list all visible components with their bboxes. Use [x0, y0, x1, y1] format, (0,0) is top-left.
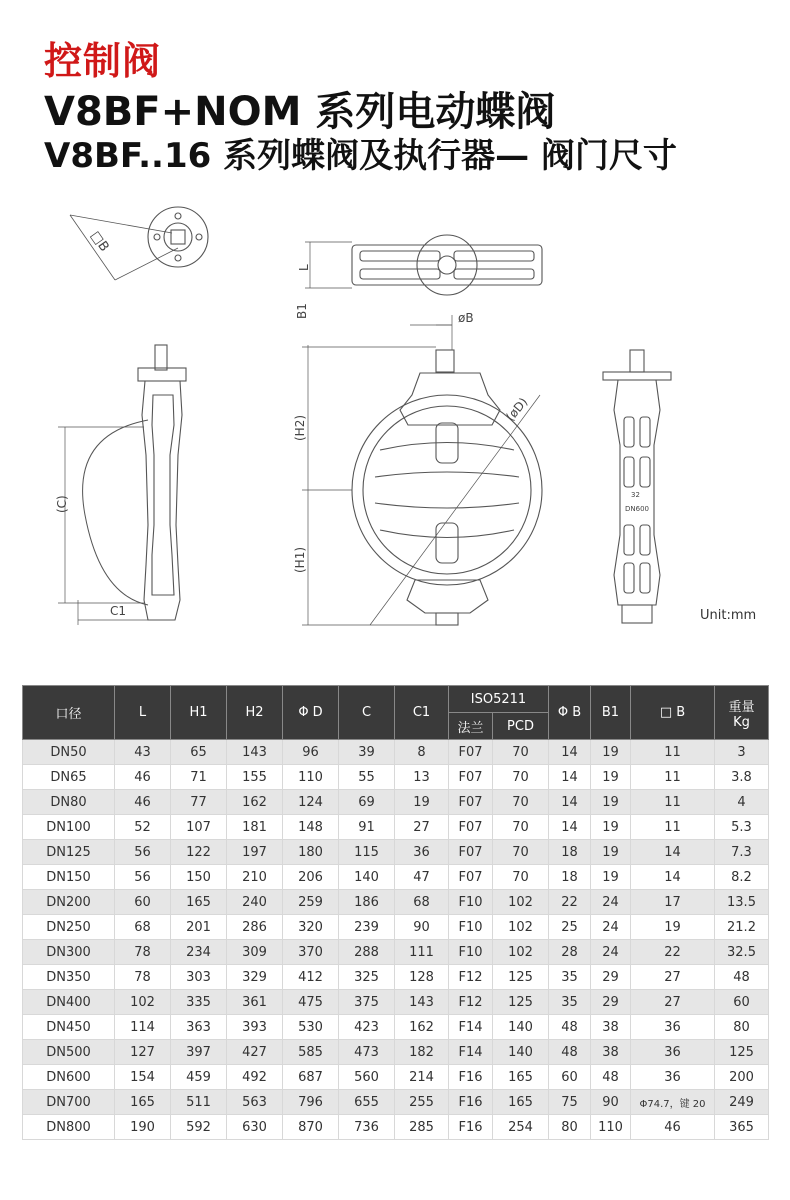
table-cell: F10 — [449, 915, 493, 940]
table-cell: 24 — [591, 940, 631, 965]
table-cell: F14 — [449, 1040, 493, 1065]
table-cell: F07 — [449, 790, 493, 815]
table-cell: 165 — [493, 1090, 549, 1115]
table-cell: 28 — [549, 940, 591, 965]
b1-label: B1 — [295, 303, 309, 319]
table-cell: 140 — [339, 865, 395, 890]
table-cell: 70 — [493, 740, 549, 765]
table-cell: 393 — [227, 1015, 283, 1040]
table-row — [23, 915, 769, 940]
table-cell: 70 — [493, 865, 549, 890]
table-row — [23, 840, 769, 865]
table-cell: 13 — [395, 765, 449, 790]
table-cell: 19 — [591, 765, 631, 790]
table-cell: 370 — [283, 940, 339, 965]
header-c: C — [339, 686, 395, 740]
table-cell: 18 — [549, 840, 591, 865]
c1-label: C1 — [110, 604, 127, 618]
table-cell: 165 — [171, 890, 227, 915]
table-cell: 27 — [395, 815, 449, 840]
table-cell: F07 — [449, 865, 493, 890]
table-cell: 309 — [227, 940, 283, 965]
table-row — [23, 940, 769, 965]
table-row — [23, 965, 769, 990]
table-cell: 71 — [171, 765, 227, 790]
table-cell: 11 — [631, 740, 715, 765]
table-cell: F12 — [449, 990, 493, 1015]
table-cell: 165 — [493, 1065, 549, 1090]
table-cell: 48 — [715, 965, 769, 990]
header-pcd: PCD — [493, 713, 549, 740]
valve-dimension-drawing — [40, 195, 770, 645]
table-cell: 14 — [549, 815, 591, 840]
table-cell: 254 — [493, 1115, 549, 1140]
table-cell: F07 — [449, 840, 493, 865]
table-cell: 329 — [227, 965, 283, 990]
table-cell: 459 — [171, 1065, 227, 1090]
table-cell: 427 — [227, 1040, 283, 1065]
page-title: V8BF+NOM 系列电动蝶阀 — [44, 89, 556, 135]
pcd-mark: 32 — [631, 491, 640, 499]
table-cell: 46 — [631, 1115, 715, 1140]
table-cell: 80 — [715, 1015, 769, 1040]
table-cell: F07 — [449, 740, 493, 765]
dn-mark: DN600 — [625, 505, 649, 513]
table-cell: F16 — [449, 1115, 493, 1140]
table-cell: 201 — [171, 915, 227, 940]
table-cell: 60 — [715, 990, 769, 1015]
header-c1: C1 — [395, 686, 449, 740]
table-cell: 27 — [631, 990, 715, 1015]
table-cell: 46 — [115, 765, 171, 790]
header-caliber: 口径 — [23, 686, 115, 740]
header-weight-unit: Kg — [733, 714, 750, 730]
table-cell: 259 — [283, 890, 339, 915]
table-cell: F12 — [449, 965, 493, 990]
table-cell: 19 — [591, 740, 631, 765]
table-cell: 78 — [115, 965, 171, 990]
table-cell: 124 — [283, 790, 339, 815]
table-cell: 492 — [227, 1065, 283, 1090]
table-cell: 125 — [493, 965, 549, 990]
table-cell: 206 — [283, 865, 339, 890]
table-cell: 60 — [115, 890, 171, 915]
header-b1: B1 — [591, 686, 631, 740]
h2-label: (H2) — [293, 414, 307, 441]
table-cell: 125 — [493, 990, 549, 1015]
table-cell: DN450 — [23, 1015, 115, 1040]
c-label: (C) — [55, 495, 69, 513]
table-cell: 190 — [115, 1115, 171, 1140]
table-cell: 19 — [591, 865, 631, 890]
table-cell: 155 — [227, 765, 283, 790]
table-cell: 24 — [591, 915, 631, 940]
table-cell: 239 — [339, 915, 395, 940]
table-cell: 165 — [115, 1090, 171, 1115]
table-cell: 365 — [715, 1115, 769, 1140]
table-cell: 24 — [591, 890, 631, 915]
table-cell: 102 — [493, 890, 549, 915]
table-cell: 285 — [395, 1115, 449, 1140]
table-cell: 56 — [115, 865, 171, 890]
table-cell: 475 — [283, 990, 339, 1015]
table-cell: 630 — [227, 1115, 283, 1140]
table-row — [23, 815, 769, 840]
table-cell: 55 — [339, 765, 395, 790]
table-cell: 7.3 — [715, 840, 769, 865]
table-cell: 143 — [395, 990, 449, 1015]
table-cell: 38 — [591, 1040, 631, 1065]
table-cell: DN200 — [23, 890, 115, 915]
table-cell: 70 — [493, 815, 549, 840]
table-cell: 27 — [631, 965, 715, 990]
table-cell: 13.5 — [715, 890, 769, 915]
side-view-right — [603, 350, 671, 623]
h1-label: (H1) — [293, 546, 307, 573]
table-cell: 78 — [115, 940, 171, 965]
table-cell: DN250 — [23, 915, 115, 940]
table-cell: 335 — [171, 990, 227, 1015]
table-cell: 25 — [549, 915, 591, 940]
table-cell: 200 — [715, 1065, 769, 1090]
table-cell: 70 — [493, 765, 549, 790]
table-cell: DN80 — [23, 790, 115, 815]
table-cell: DN125 — [23, 840, 115, 865]
table-cell: 46 — [115, 790, 171, 815]
table-cell: 68 — [115, 915, 171, 940]
table-cell: 162 — [395, 1015, 449, 1040]
table-cell: 8.2 — [715, 865, 769, 890]
table-cell: 19 — [631, 915, 715, 940]
table-cell: Φ74.7，键 20 — [631, 1090, 715, 1115]
table-cell: 14 — [549, 790, 591, 815]
table-row — [23, 765, 769, 790]
table-cell: 140 — [493, 1015, 549, 1040]
table-cell: DN65 — [23, 765, 115, 790]
table-cell: 115 — [339, 840, 395, 865]
header-h2: H2 — [227, 686, 283, 740]
table-cell: 110 — [591, 1115, 631, 1140]
table-cell: 52 — [115, 815, 171, 840]
table-cell: 36 — [631, 1065, 715, 1090]
table-cell: 19 — [395, 790, 449, 815]
table-cell: 70 — [493, 790, 549, 815]
table-row — [23, 1015, 769, 1040]
table-cell: 19 — [591, 815, 631, 840]
table-cell: DN500 — [23, 1040, 115, 1065]
table-cell: 17 — [631, 890, 715, 915]
table-cell: 397 — [171, 1040, 227, 1065]
table-cell: 102 — [493, 915, 549, 940]
table-cell: 143 — [227, 740, 283, 765]
table-cell: 18 — [549, 865, 591, 890]
table-cell: 43 — [115, 740, 171, 765]
table-cell: 511 — [171, 1090, 227, 1115]
table-row — [23, 740, 769, 765]
table-cell: 65 — [171, 740, 227, 765]
table-cell: 148 — [283, 815, 339, 840]
table-cell: 125 — [715, 1040, 769, 1065]
valve-front-view — [302, 315, 542, 625]
table-cell: 70 — [493, 840, 549, 865]
table-cell: 870 — [283, 1115, 339, 1140]
unit-label: Unit:mm — [700, 608, 757, 623]
table-cell: 375 — [339, 990, 395, 1015]
table-cell: 127 — [115, 1040, 171, 1065]
table-cell: 14 — [549, 740, 591, 765]
table-cell: 150 — [171, 865, 227, 890]
table-cell: 214 — [395, 1065, 449, 1090]
table-cell: 80 — [549, 1115, 591, 1140]
table-row — [23, 1115, 769, 1140]
table-cell: 140 — [493, 1040, 549, 1065]
table-cell: 122 — [171, 840, 227, 865]
table-cell: 35 — [549, 965, 591, 990]
table-cell: DN700 — [23, 1090, 115, 1115]
table-row — [23, 1065, 769, 1090]
table-cell: DN300 — [23, 940, 115, 965]
table-cell: 473 — [339, 1040, 395, 1065]
table-cell: 796 — [283, 1090, 339, 1115]
table-cell: 412 — [283, 965, 339, 990]
table-cell: 197 — [227, 840, 283, 865]
table-cell: 4 — [715, 790, 769, 815]
table-cell: 56 — [115, 840, 171, 865]
phi-d-label: (øD) — [503, 394, 531, 424]
table-row — [23, 790, 769, 815]
table-cell: DN600 — [23, 1065, 115, 1090]
header-flange: 法兰 — [449, 713, 493, 740]
table-cell: 240 — [227, 890, 283, 915]
l-label: L — [297, 264, 311, 271]
side-view-left — [58, 345, 186, 625]
header-h1: H1 — [171, 686, 227, 740]
header-iso5211: ISO5211 — [449, 686, 549, 713]
table-cell: 320 — [283, 915, 339, 940]
table-cell: 655 — [339, 1090, 395, 1115]
header-l: L — [115, 686, 171, 740]
table-cell: 29 — [591, 990, 631, 1015]
dimension-table — [22, 685, 769, 1140]
table-cell: F16 — [449, 1065, 493, 1090]
table-cell: 249 — [715, 1090, 769, 1115]
table-cell: 22 — [631, 940, 715, 965]
table-cell: 21.2 — [715, 915, 769, 940]
table-cell: 234 — [171, 940, 227, 965]
table-cell: 47 — [395, 865, 449, 890]
table-cell: 96 — [283, 740, 339, 765]
table-cell: 687 — [283, 1065, 339, 1090]
table-cell: 563 — [227, 1090, 283, 1115]
table-row — [23, 890, 769, 915]
table-cell: 592 — [171, 1115, 227, 1140]
table-cell: 36 — [631, 1040, 715, 1065]
header-phi-b: Φ B — [549, 686, 591, 740]
table-cell: 11 — [631, 790, 715, 815]
table-cell: 29 — [591, 965, 631, 990]
table-cell: 48 — [549, 1015, 591, 1040]
table-cell: 38 — [591, 1015, 631, 1040]
table-cell: 32.5 — [715, 940, 769, 965]
table-cell: 69 — [339, 790, 395, 815]
table-cell: 35 — [549, 990, 591, 1015]
table-cell: 128 — [395, 965, 449, 990]
table-cell: 5.3 — [715, 815, 769, 840]
header-weight-label: 重量 — [728, 699, 755, 715]
table-cell: 22 — [549, 890, 591, 915]
table-cell: 48 — [549, 1040, 591, 1065]
square-b-label: □B — [87, 228, 112, 255]
table-cell: 14 — [631, 840, 715, 865]
table-row — [23, 1040, 769, 1065]
table-cell: 19 — [591, 790, 631, 815]
table-cell: 361 — [227, 990, 283, 1015]
table-cell: 181 — [227, 815, 283, 840]
table-cell: 75 — [549, 1090, 591, 1115]
table-cell: 77 — [171, 790, 227, 815]
table-cell: F16 — [449, 1090, 493, 1115]
table-cell: DN150 — [23, 865, 115, 890]
table-cell: 68 — [395, 890, 449, 915]
page-subtitle: V8BF..16 系列蝶阀及执行器— 阀门尺寸 — [44, 136, 677, 176]
table-cell: 107 — [171, 815, 227, 840]
table-cell: F07 — [449, 815, 493, 840]
header-square-b: □ B — [631, 686, 715, 740]
table-cell: DN50 — [23, 740, 115, 765]
header-weight — [715, 686, 769, 740]
table-cell: DN400 — [23, 990, 115, 1015]
table-cell: F10 — [449, 940, 493, 965]
table-cell: 255 — [395, 1090, 449, 1115]
table-row — [23, 1090, 769, 1115]
table-cell: DN350 — [23, 965, 115, 990]
table-cell: 48 — [591, 1065, 631, 1090]
actuator-top-view — [305, 235, 542, 295]
table-cell: 110 — [283, 765, 339, 790]
table-cell: 14 — [549, 765, 591, 790]
table-cell: 3 — [715, 740, 769, 765]
table-cell: 91 — [339, 815, 395, 840]
table-cell: 288 — [339, 940, 395, 965]
table-cell: F10 — [449, 890, 493, 915]
table-cell: 182 — [395, 1040, 449, 1065]
table-cell: 36 — [631, 1015, 715, 1040]
page-title-category: 控制阀 — [44, 39, 162, 83]
table-cell: 36 — [395, 840, 449, 865]
table-cell: F14 — [449, 1015, 493, 1040]
table-cell: 325 — [339, 965, 395, 990]
table-cell: 303 — [171, 965, 227, 990]
table-row — [23, 865, 769, 890]
table-cell: 90 — [395, 915, 449, 940]
table-cell: 60 — [549, 1065, 591, 1090]
table-cell: 111 — [395, 940, 449, 965]
phi-b-label: øB — [458, 311, 474, 325]
table-cell: 102 — [493, 940, 549, 965]
table-cell: 210 — [227, 865, 283, 890]
table-cell: 3.8 — [715, 765, 769, 790]
table-cell: 102 — [115, 990, 171, 1015]
table-cell: 423 — [339, 1015, 395, 1040]
table-cell: 530 — [283, 1015, 339, 1040]
table-cell: 114 — [115, 1015, 171, 1040]
flange-top-view — [70, 207, 208, 280]
table-row — [23, 990, 769, 1015]
table-cell: 14 — [631, 865, 715, 890]
table-cell: 11 — [631, 765, 715, 790]
table-cell: DN800 — [23, 1115, 115, 1140]
table-cell: 585 — [283, 1040, 339, 1065]
table-cell: 154 — [115, 1065, 171, 1090]
table-cell: DN100 — [23, 815, 115, 840]
table-cell: 286 — [227, 915, 283, 940]
table-cell: 11 — [631, 815, 715, 840]
header-phi-d: Φ D — [283, 686, 339, 740]
table-cell: 180 — [283, 840, 339, 865]
table-cell: 363 — [171, 1015, 227, 1040]
table-cell: 736 — [339, 1115, 395, 1140]
table-cell: 90 — [591, 1090, 631, 1115]
table-cell: 162 — [227, 790, 283, 815]
table-cell: 186 — [339, 890, 395, 915]
table-cell: 39 — [339, 740, 395, 765]
table-cell: 560 — [339, 1065, 395, 1090]
table-cell: F07 — [449, 765, 493, 790]
table-cell: 8 — [395, 740, 449, 765]
table-cell: 19 — [591, 840, 631, 865]
